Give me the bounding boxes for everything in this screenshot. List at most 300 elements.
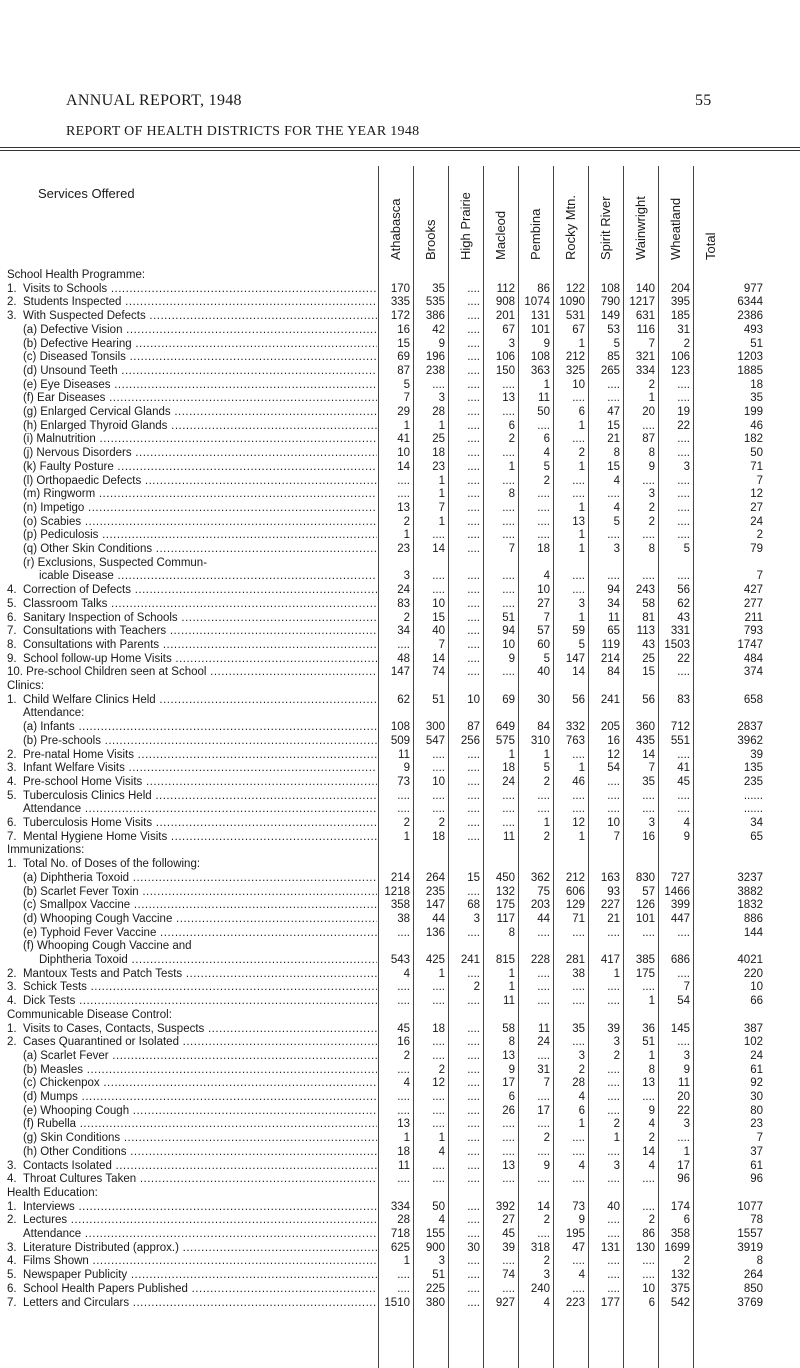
cell-total: 78 (750, 1214, 763, 1227)
cell-total: 39 (750, 748, 763, 761)
cell-total: 3769 (737, 1296, 763, 1309)
table-row (0, 1241, 800, 1255)
cell-macleod: 94 (502, 625, 515, 638)
row-label: (a) Scarlet Fever ..... (7, 1049, 377, 1063)
table-row (0, 391, 800, 405)
row-label: 8. Consultations with Parents ..... (7, 638, 377, 652)
cell-spirit-river: 94 (607, 584, 620, 597)
cell-pembina: 50 (537, 406, 550, 418)
cell-rocky-mtn: 763 (565, 734, 585, 747)
cell-pembina: .... (537, 1049, 550, 1062)
cell-athabasca: 41 (397, 433, 410, 446)
cell-spirit-river: 2 (613, 1118, 620, 1131)
cell-wheatland: .... (677, 433, 690, 446)
row-label: 6. Sanitary Inspection of Schools ..... (7, 611, 377, 625)
row-label: (n) Impetigo ..... (7, 501, 377, 515)
cell-wheatland: .... (677, 488, 690, 501)
cell-athabasca: 358 (390, 899, 410, 912)
cell-wainwright: 140 (635, 282, 655, 295)
cell-rocky-mtn: 129 (565, 899, 585, 912)
cell-wheatland: 145 (670, 1022, 690, 1035)
cell-spirit-river: .... (607, 995, 620, 1008)
cell-total: 24 (750, 1049, 763, 1062)
cell-high-prairie: 256 (460, 734, 480, 747)
row-label: 4. Dick Tests ..... (7, 994, 377, 1008)
cell-high-prairie: .... (467, 1255, 480, 1268)
cell-athabasca: .... (397, 1063, 410, 1076)
table-row (0, 295, 800, 309)
cell-wheatland: 62 (677, 597, 690, 610)
cell-total: 427 (743, 584, 763, 597)
cell-pembina: .... (537, 803, 550, 816)
cell-rocky-mtn: 1090 (559, 296, 585, 309)
cell-wheatland: .... (677, 666, 690, 679)
cell-rocky-mtn: 35 (572, 1022, 585, 1035)
cell-rocky-mtn: 13 (572, 515, 585, 528)
cell-macleod: .... (502, 447, 515, 460)
table-row (0, 665, 800, 679)
cell-athabasca: .... (397, 995, 410, 1008)
cell-brooks: 235 (425, 885, 445, 898)
cell-pembina: 310 (530, 734, 550, 747)
cell-rocky-mtn: 9 (578, 1214, 585, 1227)
column-header-wainwright: Wainwright (633, 196, 648, 260)
cell-total: 61 (750, 1159, 763, 1172)
cell-rocky-mtn: 47 (572, 1241, 585, 1254)
row-label: (h) Other Conditions ..... (7, 1145, 377, 1159)
cell-athabasca: 9 (403, 762, 410, 775)
table-row (0, 432, 800, 446)
cell-spirit-river: 163 (600, 871, 620, 884)
cell-total: 2386 (737, 310, 763, 323)
cell-macleod: 6 (508, 419, 515, 432)
cell-spirit-river: 3 (613, 1036, 620, 1049)
cell-total: 3962 (737, 734, 763, 747)
cell-wheatland: 3 (683, 460, 690, 473)
row-label: School Health Programme: (7, 269, 146, 281)
cell-rocky-mtn: 606 (565, 885, 585, 898)
cell-rocky-mtn: 2 (578, 1063, 585, 1076)
cell-athabasca: 13 (397, 1118, 410, 1131)
cell-brooks: 51 (432, 693, 445, 706)
cell-rocky-mtn: .... (572, 926, 585, 939)
cell-brooks: 1 (438, 474, 445, 487)
cell-macleod: 908 (495, 296, 515, 309)
cell-rocky-mtn: 56 (572, 693, 585, 706)
cell-total: 387 (743, 1022, 763, 1035)
cell-rocky-mtn: .... (572, 474, 585, 487)
cell-total: 850 (743, 1282, 763, 1295)
cell-athabasca: 48 (397, 652, 410, 665)
cell-high-prairie: .... (467, 830, 480, 843)
cell-brooks: 35 (432, 282, 445, 295)
cell-wainwright: 9 (648, 460, 655, 473)
table-row (0, 967, 800, 981)
row-label: 2. Cases Quarantined or Isolated ..... (7, 1035, 377, 1049)
cell-wainwright: 2 (648, 501, 655, 514)
cell-macleod: .... (502, 1145, 515, 1158)
cell-wainwright: 36 (642, 1022, 655, 1035)
cell-wheatland: 395 (670, 296, 690, 309)
cell-total: 1077 (737, 1200, 763, 1213)
cell-wheatland: .... (677, 1036, 690, 1049)
cell-wheatland: 11 (678, 1077, 690, 1090)
row-label: 1. Interviews ..... (7, 1200, 377, 1214)
cell-wheatland: 56 (677, 584, 690, 597)
row-label: 10. Pre-school Children seen at School ..... (7, 665, 377, 679)
cell-wainwright: 1217 (629, 296, 655, 309)
cell-wheatland: 3 (683, 1118, 690, 1131)
cell-brooks: 225 (425, 1282, 445, 1295)
cell-pembina: 5 (543, 762, 550, 775)
cell-total: 4021 (737, 954, 763, 966)
cell-high-prairie: .... (467, 638, 480, 651)
cell-spirit-river: 149 (600, 310, 620, 323)
cell-macleod: 6 (508, 1091, 515, 1103)
cell-high-prairie: .... (467, 652, 480, 665)
cell-brooks: .... (432, 748, 445, 761)
cell-athabasca: 5 (403, 378, 410, 391)
cell-macleod: 39 (502, 1241, 515, 1254)
cell-high-prairie: .... (467, 789, 480, 802)
cell-macleod: 112 (496, 282, 515, 295)
cell-total: 182 (743, 433, 763, 446)
cell-macleod: .... (502, 406, 515, 418)
cell-pembina: 4 (543, 570, 550, 583)
table-row (0, 569, 800, 583)
cell-high-prairie: .... (467, 967, 480, 980)
row-label: (c) Chickenpox ..... (7, 1076, 377, 1090)
cell-brooks: 18 (432, 830, 445, 843)
cell-wheatland: 204 (670, 282, 690, 295)
cell-high-prairie: .... (467, 1118, 480, 1131)
cell-wainwright: 4 (648, 1118, 655, 1131)
cell-brooks: .... (432, 1091, 445, 1103)
cell-athabasca: 73 (397, 775, 410, 788)
cell-wheatland: 54 (677, 995, 690, 1008)
cell-wheatland: 20 (677, 1091, 690, 1103)
cell-wainwright: 113 (636, 625, 655, 638)
cell-pembina: 27 (537, 597, 550, 610)
cell-pembina: 60 (537, 638, 550, 651)
cell-rocky-mtn: .... (572, 789, 585, 802)
cell-wheatland: .... (677, 748, 690, 761)
cell-athabasca: .... (397, 1104, 410, 1117)
table-row (0, 693, 800, 707)
cell-athabasca: 2 (403, 1049, 410, 1062)
table-row (0, 857, 800, 871)
cell-pembina: 6 (543, 433, 550, 446)
cell-high-prairie: .... (467, 666, 480, 679)
table-row (0, 556, 800, 570)
table-row (0, 1268, 800, 1282)
cell-brooks: 1 (438, 515, 445, 528)
cell-athabasca: 3 (403, 570, 410, 583)
cell-rocky-mtn: 1 (578, 501, 585, 514)
running-header: ANNUAL REPORT, 1948 (66, 92, 242, 109)
cell-wheatland: 712 (670, 721, 690, 734)
cell-athabasca: 1 (403, 1132, 410, 1145)
cell-athabasca: 170 (390, 282, 410, 295)
cell-spirit-river: .... (607, 1255, 620, 1268)
column-header-brooks: Brooks (423, 219, 438, 260)
cell-brooks: 300 (425, 721, 445, 734)
cell-total: 1747 (737, 638, 763, 651)
cell-wainwright: 2 (648, 378, 655, 391)
cell-pembina: .... (537, 1145, 550, 1158)
cell-total: 46 (750, 419, 763, 432)
cell-pembina: 44 (537, 912, 550, 925)
row-label: (d) Whooping Cough Vaccine ..... (7, 912, 377, 926)
cell-athabasca: .... (397, 1091, 410, 1103)
table-row (0, 1049, 800, 1063)
cell-pembina: 203 (530, 899, 550, 912)
cell-high-prairie: .... (467, 1145, 480, 1158)
cell-brooks: .... (432, 1104, 445, 1117)
cell-athabasca: 24 (397, 584, 410, 597)
cell-spirit-river: 39 (607, 1022, 620, 1035)
cell-pembina: 5 (543, 652, 550, 665)
cell-brooks: .... (432, 762, 445, 775)
cell-wheatland: 399 (670, 899, 690, 912)
cell-total: 18 (750, 378, 763, 391)
cell-rocky-mtn: .... (572, 584, 585, 597)
cell-wainwright: 1 (648, 1049, 655, 1062)
cell-macleod: 7 (508, 543, 515, 555)
cell-pembina: 31 (537, 1063, 550, 1076)
cell-pembina: .... (537, 501, 550, 514)
cell-rocky-mtn: 1 (578, 337, 585, 350)
cell-brooks: .... (432, 1118, 445, 1131)
cell-macleod: 450 (495, 871, 515, 884)
cell-rocky-mtn: 122 (565, 282, 585, 295)
cell-brooks: 74 (432, 666, 445, 679)
cell-macleod: 201 (495, 310, 515, 323)
cell-wheatland: 447 (670, 912, 690, 925)
table-row (0, 528, 800, 542)
row-label: (c) Diseased Tonsils ..... (7, 350, 377, 364)
cell-total: 65 (750, 830, 763, 843)
cell-macleod: 58 (502, 1022, 515, 1035)
cell-brooks: .... (432, 789, 445, 802)
cell-high-prairie: .... (467, 1296, 480, 1309)
cell-wainwright: 2 (648, 515, 655, 528)
cell-total: 277 (743, 597, 763, 610)
cell-high-prairie: .... (467, 803, 480, 816)
cell-macleod: 8 (508, 926, 515, 939)
cell-high-prairie: .... (467, 926, 480, 939)
cell-macleod: 10 (502, 638, 515, 651)
row-label: icable Disease ..... (7, 569, 377, 583)
cell-brooks: 15 (432, 611, 445, 624)
row-label: (f) Ear Diseases ..... (7, 391, 377, 405)
cell-pembina: 363 (530, 364, 550, 377)
row-label: Attendance ..... (7, 802, 377, 816)
cell-spirit-river: 40 (607, 1200, 620, 1213)
cell-wainwright: 385 (635, 954, 655, 966)
cell-pembina: 7 (543, 1077, 550, 1090)
cell-wheatland: .... (677, 570, 690, 583)
cell-athabasca: 1510 (384, 1296, 410, 1309)
cell-pembina: 14 (537, 1200, 550, 1213)
cell-brooks: 9 (438, 337, 445, 350)
page-number: 55 (695, 92, 712, 109)
cell-spirit-river: 5 (613, 337, 620, 350)
cell-wainwright: 8 (648, 447, 655, 460)
cell-brooks: 264 (425, 871, 445, 884)
cell-rocky-mtn: 14 (572, 666, 585, 679)
cell-wheatland: 22 (677, 652, 690, 665)
cell-macleod: 45 (502, 1228, 515, 1240)
cell-total: 793 (743, 625, 763, 638)
table-row (0, 597, 800, 611)
cell-pembina: 75 (537, 885, 550, 898)
cell-spirit-river: .... (607, 488, 620, 501)
cell-pembina: 101 (530, 323, 550, 336)
cell-high-prairie: 3 (473, 912, 480, 925)
cell-brooks: .... (432, 584, 445, 597)
row-label: Immunizations: (7, 844, 85, 857)
cell-high-prairie: .... (467, 1214, 480, 1227)
cell-rocky-mtn: .... (572, 570, 585, 583)
row-label: 6. Tuberculosis Home Visits ..... (7, 816, 377, 830)
row-label: 1. Child Welfare Clinics Held ..... (7, 693, 377, 707)
cell-total: 51 (750, 337, 763, 350)
column-header-rocky-mtn: Rocky Mtn. (563, 194, 578, 260)
row-label: (d) Mumps ..... (7, 1090, 377, 1104)
cell-spirit-river: .... (607, 1173, 620, 1186)
table-row (0, 364, 800, 378)
cell-macleod: 17 (502, 1077, 515, 1090)
row-label: (l) Orthopaedic Defects ..... (7, 474, 377, 488)
cell-macleod: 18 (502, 762, 515, 775)
cell-spirit-river: 177 (600, 1296, 620, 1309)
row-label: 7. Letters and Circulars ..... (7, 1296, 377, 1310)
cell-wainwright: .... (642, 1255, 655, 1268)
table-row (0, 515, 800, 529)
cell-macleod: 9 (508, 1063, 515, 1076)
cell-athabasca: .... (397, 474, 410, 487)
cell-macleod: .... (502, 817, 515, 829)
cell-high-prairie: .... (467, 282, 480, 295)
cell-macleod: 9 (508, 652, 515, 665)
table-row (0, 611, 800, 625)
cell-wheatland: .... (677, 501, 690, 514)
cell-wheatland: 19 (677, 406, 690, 418)
section-heading (0, 268, 800, 282)
table-row (0, 446, 800, 460)
row-label: (c) Smallpox Vaccine ..... (7, 898, 377, 912)
cell-athabasca: .... (397, 1282, 410, 1295)
cell-wheatland: .... (677, 474, 690, 487)
cell-wainwright: 1 (648, 995, 655, 1008)
cell-athabasca: 172 (390, 310, 410, 323)
table-row (0, 1282, 800, 1296)
cell-wheatland: 22 (677, 419, 690, 432)
cell-total: 6344 (737, 296, 763, 309)
table-row (0, 1090, 800, 1104)
cell-brooks: 28 (432, 406, 445, 418)
cell-athabasca: 4 (403, 1077, 410, 1090)
cell-brooks: 23 (432, 460, 445, 473)
cell-wainwright: 9 (648, 1104, 655, 1117)
cell-total: 211 (744, 611, 763, 624)
section-heading (0, 1008, 800, 1022)
cell-macleod: .... (502, 803, 515, 816)
column-header-macleod: Macleod (493, 210, 508, 260)
cell-athabasca: 45 (397, 1022, 410, 1035)
cell-spirit-river: .... (607, 1228, 620, 1240)
cell-spirit-river: 84 (607, 666, 620, 679)
cell-pembina: 1 (543, 817, 550, 829)
cell-rocky-mtn: 1 (578, 419, 585, 432)
table-row (0, 871, 800, 885)
row-label: (e) Typhoid Fever Vaccine ..... (7, 926, 377, 940)
cell-macleod: 67 (502, 323, 515, 336)
table-row (0, 789, 800, 803)
cell-pembina: 86 (537, 282, 550, 295)
cell-athabasca: 62 (397, 693, 410, 706)
cell-brooks: 1 (438, 419, 445, 432)
cell-rocky-mtn: 5 (578, 638, 585, 651)
cell-wainwright: .... (642, 1269, 655, 1282)
cell-spirit-river: 4 (613, 501, 620, 514)
cell-spirit-river: 205 (600, 721, 620, 734)
cell-pembina: 84 (537, 721, 550, 734)
cell-macleod: 392 (495, 1200, 515, 1213)
row-label: 3. With Suspected Defects ..... (7, 309, 377, 323)
cell-wheatland: 2 (683, 337, 690, 350)
cell-total: 144 (743, 926, 763, 939)
cell-pembina: 1 (543, 748, 550, 761)
cell-high-prairie: .... (467, 406, 480, 418)
table-row (0, 378, 800, 392)
cell-brooks: 196 (425, 351, 445, 364)
cell-athabasca: .... (397, 789, 410, 802)
cell-total: 886 (743, 912, 763, 925)
cell-pembina: 57 (537, 625, 550, 638)
table-row (0, 1200, 800, 1214)
cell-wainwright: 86 (642, 1228, 655, 1240)
cell-high-prairie: .... (467, 775, 480, 788)
cell-brooks: 14 (432, 543, 445, 555)
row-label: (f) Rubella ..... (7, 1117, 377, 1131)
table-row (0, 1131, 800, 1145)
table-row (0, 1076, 800, 1090)
cell-brooks: 7 (438, 638, 445, 651)
cell-high-prairie: 241 (460, 954, 480, 966)
table-row (0, 1022, 800, 1036)
cell-rocky-mtn: .... (572, 981, 585, 994)
cell-total: 50 (750, 447, 763, 460)
cell-macleod: .... (502, 584, 515, 597)
cell-pembina: 108 (530, 351, 550, 364)
cell-athabasca: 509 (390, 734, 410, 747)
cell-high-prairie: .... (467, 1173, 480, 1186)
cell-rocky-mtn: 195 (565, 1228, 585, 1240)
cell-pembina: 4 (543, 1296, 550, 1309)
row-label: (m) Ringworm ..... (7, 487, 377, 501)
cell-pembina: .... (537, 789, 550, 802)
cell-wheatland: .... (677, 789, 690, 802)
cell-high-prairie: .... (467, 1049, 480, 1062)
cell-brooks: 3 (438, 1255, 445, 1268)
cell-wheatland: .... (677, 447, 690, 460)
row-label: (o) Scabies ..... (7, 515, 377, 529)
cell-macleod: .... (502, 501, 515, 514)
cell-macleod: .... (502, 378, 515, 391)
cell-total: 1203 (737, 351, 763, 364)
